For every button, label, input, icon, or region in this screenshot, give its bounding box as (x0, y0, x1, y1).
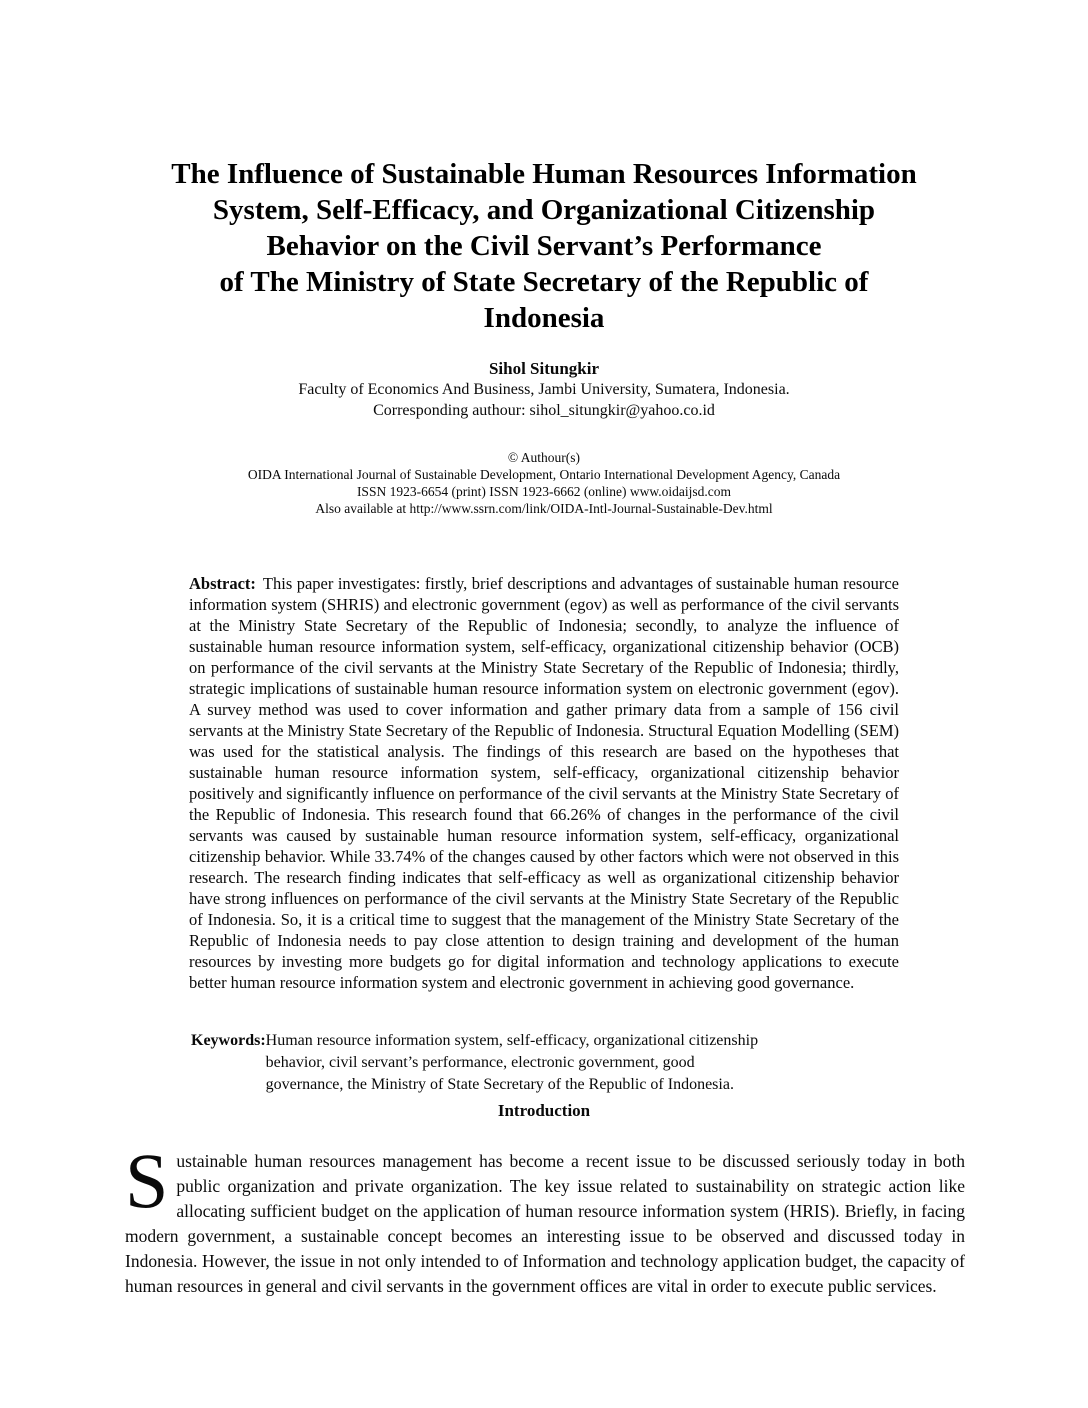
author-block (64, 358, 1024, 421)
author-name: Sihol Situngkir (488, 359, 600, 378)
drop-cap-letter: S (125, 1136, 169, 1224)
copyright-line: © Authour(s) (507, 450, 581, 465)
title-line-4: of The Ministry of State Secretary of the Republic of (219, 266, 869, 298)
keywords-line-3: governance, the Ministry of State Secretary of the Republic of Indonesia. (265, 1076, 734, 1093)
keywords-line-1: Human resource information system, self-efficacy, organizational citizenship (265, 1032, 759, 1049)
title-line-2: System, Self-Efficacy, and Organizational Citizenship (212, 194, 876, 226)
title-line-5: Indonesia (483, 302, 605, 334)
keywords-block (191, 1030, 911, 1096)
abstract-label: Abstract: (189, 573, 256, 593)
title-line-3: Behavior on the Civil Servant’s Performance (266, 230, 822, 262)
abstract-paragraph (189, 573, 899, 993)
issn-line: ISSN 1923-6654 (print) ISSN 1923-6662 (online) www.oidaijsd.com (356, 484, 732, 499)
keywords-line-2: behavior, civil servant’s performance, electronic government, good (265, 1054, 695, 1071)
introduction-text: ustainable human resources management has become a recent issue to be discussed seriously today in both public organization and private organization. The key issue related to sustainability on strategic action like allocating sufficient budget on the application of human resource information system (HRIS). Briefly, in facing modern government, a sustainable concept becomes an interesting issue to be observed and discussed today in Indonesia. However, the issue in not only intended to of Information and technology application budget, the capacity of human resources in general and civil servants in the government offices are vital in order to execute public services. (125, 1150, 965, 1296)
author-affiliation: Faculty of Economics And Business, Jambi University, Sumatera, Indonesia. (298, 381, 790, 398)
introduction-heading: Introduction (497, 1101, 591, 1120)
publisher-block (64, 449, 1024, 517)
introduction-paragraph (125, 1136, 965, 1299)
author-corresponding-email: Corresponding authour: sihol_situngkir@yahoo.co.id (373, 402, 715, 419)
paper-title (64, 156, 1024, 336)
keywords-label: Keywords: (191, 1032, 266, 1049)
availability-link-line: Also available at http://www.ssrn.com/link/OIDA-Intl-Journal-Sustainable-Dev.html (315, 501, 773, 516)
journal-line: OIDA International Journal of Sustainable Development, Ontario International Development Agency, Canada (247, 467, 841, 482)
abstract-text: This paper investigates: firstly, brief descriptions and advantages of sustainable human resource information system (SHRIS) and electronic government (egov) as well as performance of the civil servants at the Ministry State Secretary of the Republic of Indonesia; secondly, to analyze the influence of sustainable human resource information system, self-efficacy, organizational citizenship behavior (OCB) on performance of the civil servants at the Ministry State Secretary of the Republic of Indonesia; thirdly, strategic implications of sustainable human resource information system on electronic government (egov). A survey method was used to cover information and gather primary data from a sample of 156 civil servants at the Ministry State Secretary of the Republic of Indonesia. Structural Equation Modelling (SEM) was used for the statistical analysis. The findings of this research are based on the hypotheses that sustainable human resource information system, self-efficacy, organizational citizenship behavior positively and significantly influence on performance of the civil servants at the Ministry State Secretary of the Republic of Indonesia. This research found that 66.26% of changes in the performance of the civil servants was caused by sustainable human resource information system, self-efficacy, organizational citizenship behavior. While 33.74% of the changes caused by other factors which were not observed in this research. The research finding indicates that self-efficacy as well as organizational citizenship behavior have strong influences on performance of the civil servants at the Ministry State Secretary of the Republic of Indonesia. So, it is a critical time to suggest that the management of the Ministry State Secretary of the Republic of Indonesia needs to pay close attention to design training and development of the human resources by investing more budgets go for digital information and technology applications to execute better human resource information system and electronic government in achieving good governance. (189, 573, 899, 992)
keywords-text (266, 1030, 758, 1096)
title-line-1: The Influence of Sustainable Human Resources Information (171, 158, 917, 190)
